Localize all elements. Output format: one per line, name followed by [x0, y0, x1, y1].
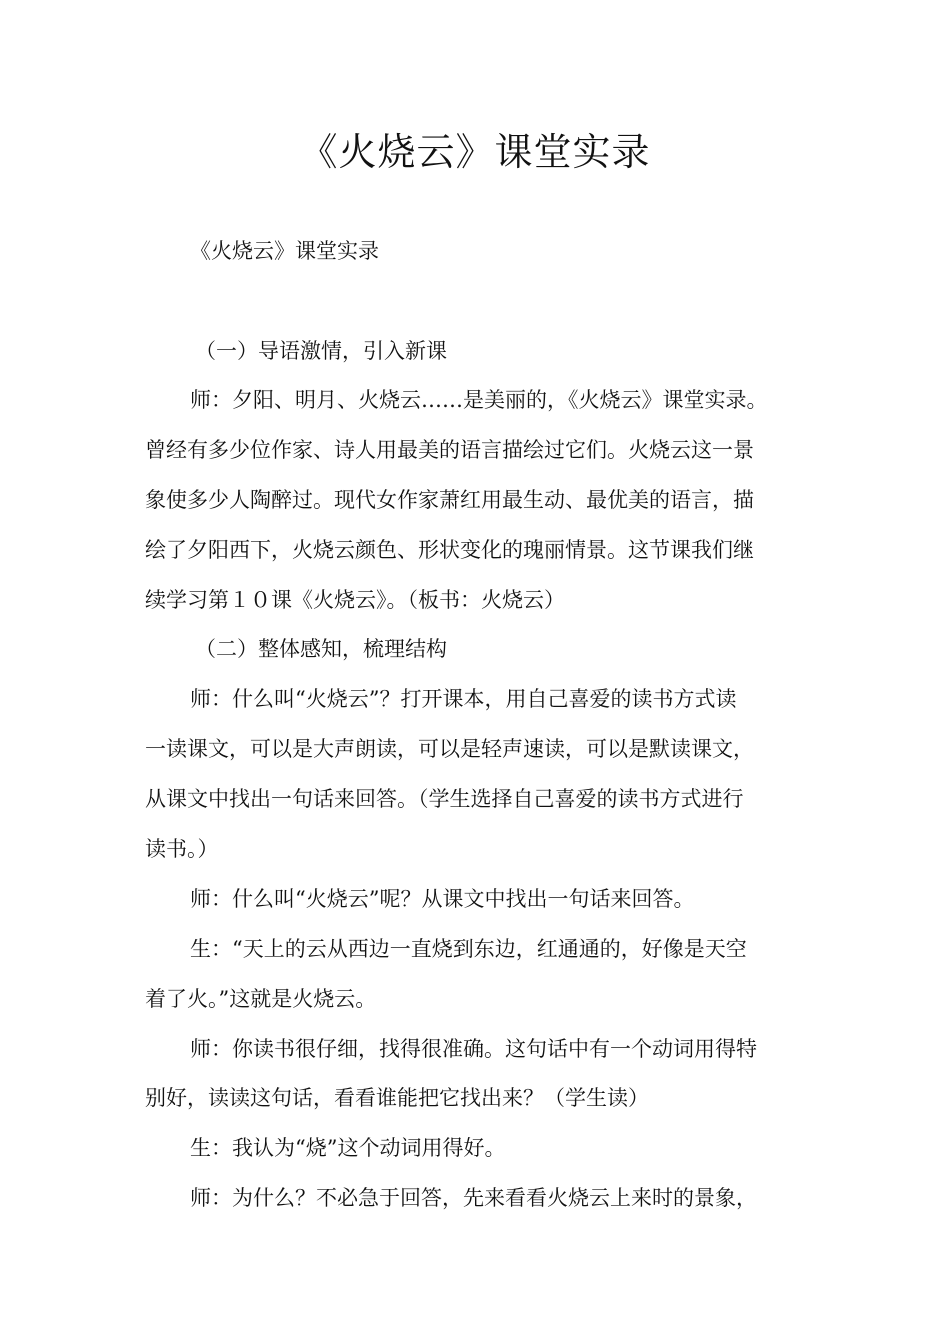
- paragraph-line: 象使多少人陶醉过。现代女作家萧红用最生动、最优美的语言，描: [145, 488, 754, 512]
- paragraph-line: 生：“天上的云从西边一直烧到东边，红通通的，好像是天空: [190, 937, 747, 961]
- paragraph-line: 从课文中找出一句话来回答。（学生选择自己喜爱的读书方式进行: [145, 787, 744, 811]
- paragraph-line: 师：什么叫“火烧云”呢？从课文中找出一句话来回答。: [190, 887, 695, 911]
- paragraph-line: 别好，读读这句话，看看谁能把它找出来？（学生读）: [145, 1086, 649, 1110]
- paragraph-line: 着了火。”这就是火烧云。: [145, 987, 377, 1011]
- paragraph-line: 师：夕阳、明月、火烧云……是美丽的，《火烧云》课堂实录。: [190, 388, 768, 412]
- section-heading-2: （二）整体感知，梳理结构: [195, 637, 447, 661]
- paragraph-line: 一读课文，可以是大声朗读，可以是轻声速读，可以是默读课文，: [145, 737, 754, 761]
- paragraph-line: 师：什么叫“火烧云”？打开课本，用自己喜爱的读书方式读: [190, 687, 737, 711]
- document-subtitle: 《火烧云》课堂实录: [190, 239, 379, 263]
- paragraph-line: 师：你读书很仔细，找得很准确。这句话中有一个动词用得特: [190, 1037, 757, 1061]
- paragraph-line: 读书。）: [145, 837, 219, 861]
- paragraph-line: 生：我认为“烧”这个动词用得好。: [190, 1136, 506, 1160]
- paragraph-line: 曾经有多少位作家、诗人用最美的语言描绘过它们。火烧云这一景: [145, 438, 754, 462]
- paragraph-line: 续学习第１０课《火烧云》。（板书：火烧云）: [145, 588, 565, 612]
- paragraph-line: 绘了夕阳西下，火烧云颜色、形状变化的瑰丽情景。这节课我们继: [145, 538, 754, 562]
- document-title: 《火烧云》课堂实录: [299, 130, 651, 174]
- section-heading-1: （一）导语激情，引入新课: [195, 339, 447, 363]
- paragraph-line: 师：为什么？不必急于回答，先来看看火烧云上来时的景象，: [190, 1186, 757, 1210]
